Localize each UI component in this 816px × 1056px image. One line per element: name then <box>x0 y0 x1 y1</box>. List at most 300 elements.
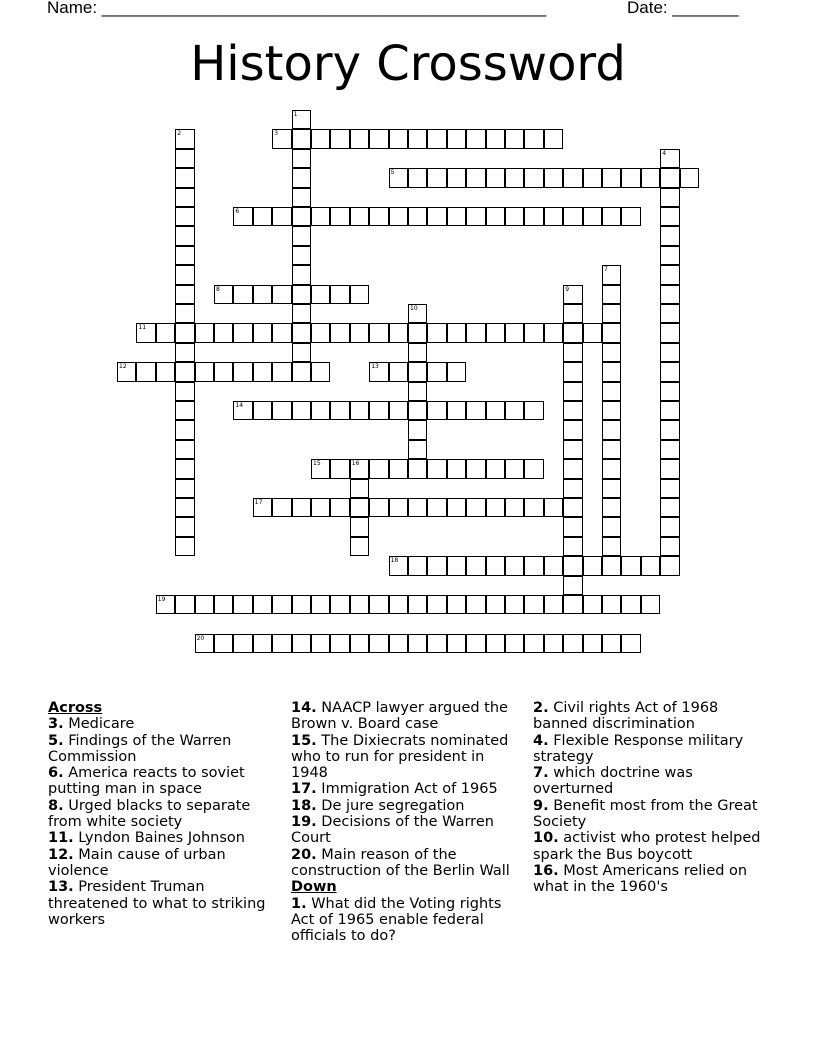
crossword-cell[interactable] <box>447 498 466 517</box>
crossword-cell[interactable] <box>272 401 291 420</box>
crossword-cell[interactable] <box>350 537 369 556</box>
crossword-cell[interactable] <box>408 498 427 517</box>
crossword-cell[interactable] <box>253 362 272 381</box>
crossword-cell[interactable] <box>505 634 524 653</box>
crossword-cell[interactable] <box>292 285 311 304</box>
crossword-cell[interactable] <box>505 498 524 517</box>
crossword-cell[interactable] <box>311 323 330 342</box>
crossword-cell[interactable] <box>195 634 214 653</box>
crossword-cell[interactable] <box>602 498 621 517</box>
crossword-cell[interactable] <box>660 498 679 517</box>
crossword-cell[interactable] <box>544 207 563 226</box>
crossword-cell[interactable] <box>563 634 582 653</box>
crossword-cell[interactable] <box>563 459 582 478</box>
across-clue: 20. Main reason of the construction of the Berlin Wall <box>291 846 510 879</box>
crossword-cell[interactable] <box>253 323 272 342</box>
crossword-cell[interactable] <box>253 634 272 653</box>
crossword-cell[interactable] <box>563 304 582 323</box>
crossword-cell[interactable] <box>389 362 408 381</box>
crossword-cell[interactable] <box>660 246 679 265</box>
crossword-cell[interactable] <box>214 634 233 653</box>
crossword-cell[interactable] <box>660 459 679 478</box>
crossword-cell[interactable] <box>175 129 194 148</box>
crossword-cell[interactable] <box>602 440 621 459</box>
crossword-cell[interactable] <box>272 285 291 304</box>
crossword-cell[interactable] <box>214 362 233 381</box>
crossword-cell[interactable] <box>292 129 311 148</box>
crossword-cell[interactable] <box>641 168 660 187</box>
crossword-cell[interactable] <box>447 595 466 614</box>
crossword-cell[interactable] <box>292 595 311 614</box>
crossword-cell[interactable] <box>563 285 582 304</box>
crossword-cell[interactable] <box>466 168 485 187</box>
crossword-cell[interactable] <box>524 595 543 614</box>
crossword-cell[interactable] <box>175 498 194 517</box>
crossword-cell[interactable] <box>466 556 485 575</box>
crossword-cell[interactable] <box>175 440 194 459</box>
crossword-cell[interactable] <box>253 207 272 226</box>
clue-number: 19 <box>157 596 166 603</box>
crossword-cell[interactable] <box>660 517 679 536</box>
crossword-cell[interactable] <box>272 129 291 148</box>
crossword-cell[interactable] <box>175 343 194 362</box>
crossword-cell[interactable] <box>408 595 427 614</box>
crossword-cell[interactable] <box>330 323 349 342</box>
crossword-cell[interactable] <box>311 362 330 381</box>
crossword-cell[interactable] <box>486 168 505 187</box>
crossword-cell[interactable] <box>292 246 311 265</box>
crossword-cell[interactable] <box>292 401 311 420</box>
crossword-cell[interactable] <box>427 459 446 478</box>
crossword-cell[interactable] <box>563 479 582 498</box>
crossword-cell[interactable] <box>427 323 446 342</box>
crossword-cell[interactable] <box>369 634 388 653</box>
crossword-cell[interactable] <box>466 401 485 420</box>
crossword-cell[interactable] <box>350 595 369 614</box>
crossword-cell[interactable] <box>156 362 175 381</box>
crossword-cell[interactable] <box>311 595 330 614</box>
crossword-cell[interactable] <box>233 401 252 420</box>
crossword-cell[interactable] <box>292 226 311 245</box>
crossword-cell[interactable] <box>447 168 466 187</box>
crossword-cell[interactable] <box>641 595 660 614</box>
crossword-cell[interactable] <box>369 459 388 478</box>
crossword-cell[interactable] <box>175 595 194 614</box>
crossword-cell[interactable] <box>330 595 349 614</box>
crossword-cell[interactable] <box>602 382 621 401</box>
crossword-cell[interactable] <box>660 420 679 439</box>
crossword-cell[interactable] <box>602 401 621 420</box>
crossword-cell[interactable] <box>175 323 194 342</box>
crossword-cell[interactable] <box>389 634 408 653</box>
crossword-cell[interactable] <box>447 323 466 342</box>
crossword-cell[interactable] <box>660 362 679 381</box>
crossword-cell[interactable] <box>175 537 194 556</box>
crossword-cell[interactable] <box>660 149 679 168</box>
crossword-cell[interactable] <box>369 323 388 342</box>
crossword-cell[interactable] <box>621 634 640 653</box>
crossword-cell[interactable] <box>563 207 582 226</box>
crossword-cell[interactable] <box>369 595 388 614</box>
clue-number: 8 <box>216 285 220 293</box>
crossword-cell[interactable] <box>602 556 621 575</box>
crossword-cell[interactable] <box>292 110 311 129</box>
crossword-cell[interactable] <box>583 323 602 342</box>
crossword-cell[interactable] <box>505 556 524 575</box>
crossword-cell[interactable] <box>505 323 524 342</box>
crossword-cell[interactable] <box>175 420 194 439</box>
crossword-cell[interactable] <box>350 323 369 342</box>
crossword-cell[interactable] <box>427 498 446 517</box>
crossword-cell[interactable] <box>563 401 582 420</box>
crossword-cell[interactable] <box>389 401 408 420</box>
crossword-cell[interactable] <box>680 168 699 187</box>
crossword-cell[interactable] <box>292 362 311 381</box>
crossword-cell[interactable] <box>447 129 466 148</box>
crossword-cell[interactable] <box>350 634 369 653</box>
crossword-cell[interactable] <box>505 459 524 478</box>
crossword-cell[interactable] <box>563 440 582 459</box>
crossword-cell[interactable] <box>486 498 505 517</box>
crossword-cell[interactable] <box>311 285 330 304</box>
crossword-cell[interactable] <box>175 265 194 284</box>
crossword-cell[interactable] <box>660 265 679 284</box>
crossword-cell[interactable] <box>408 459 427 478</box>
crossword-cell[interactable] <box>486 401 505 420</box>
crossword-cell[interactable] <box>311 459 330 478</box>
crossword-cell[interactable] <box>195 362 214 381</box>
crossword-cell[interactable] <box>524 129 543 148</box>
crossword-cell[interactable] <box>330 634 349 653</box>
crossword-cell[interactable] <box>544 129 563 148</box>
crossword-cell[interactable] <box>253 285 272 304</box>
crossword-cell[interactable] <box>369 401 388 420</box>
crossword-cell[interactable] <box>563 382 582 401</box>
crossword-cell[interactable] <box>447 401 466 420</box>
crossword-cell[interactable] <box>311 401 330 420</box>
crossword-cell[interactable] <box>466 634 485 653</box>
crossword-cell[interactable] <box>602 343 621 362</box>
crossword-cell[interactable] <box>660 323 679 342</box>
crossword-cell[interactable] <box>350 479 369 498</box>
crossword-cell[interactable] <box>233 634 252 653</box>
crossword-cell[interactable] <box>330 459 349 478</box>
crossword-cell[interactable] <box>427 634 446 653</box>
crossword-cell[interactable] <box>427 207 446 226</box>
crossword-cell[interactable] <box>136 362 155 381</box>
crossword-cell[interactable] <box>408 420 427 439</box>
crossword-cell[interactable] <box>292 343 311 362</box>
crossword-cell[interactable] <box>524 459 543 478</box>
crossword-cell[interactable] <box>292 149 311 168</box>
crossword-cell[interactable] <box>447 556 466 575</box>
crossword-cell[interactable] <box>544 168 563 187</box>
crossword-cell[interactable] <box>408 168 427 187</box>
crossword-cell[interactable] <box>524 168 543 187</box>
crossword-cell[interactable] <box>292 188 311 207</box>
crossword-cell[interactable] <box>660 188 679 207</box>
crossword-cell[interactable] <box>389 459 408 478</box>
crossword-cell[interactable] <box>660 168 679 187</box>
crossword-cell[interactable] <box>621 595 640 614</box>
crossword-cell[interactable] <box>175 246 194 265</box>
crossword-cell[interactable] <box>602 285 621 304</box>
crossword-cell[interactable] <box>466 459 485 478</box>
crossword-cell[interactable] <box>486 129 505 148</box>
crossword-cell[interactable] <box>175 207 194 226</box>
crossword-cell[interactable] <box>466 207 485 226</box>
crossword-cell[interactable] <box>563 498 582 517</box>
crossword-cell[interactable] <box>233 285 252 304</box>
crossword-cell[interactable] <box>292 207 311 226</box>
crossword-cell[interactable] <box>330 498 349 517</box>
crossword-cell[interactable] <box>389 595 408 614</box>
crossword-cell[interactable] <box>524 556 543 575</box>
crossword-cell[interactable] <box>350 207 369 226</box>
crossword-cell[interactable] <box>292 168 311 187</box>
crossword-cell[interactable] <box>389 168 408 187</box>
crossword-cell[interactable] <box>486 634 505 653</box>
crossword-cell[interactable] <box>311 498 330 517</box>
crossword-cell[interactable] <box>621 168 640 187</box>
crossword-cell[interactable] <box>292 265 311 284</box>
crossword-cell[interactable] <box>214 323 233 342</box>
crossword-cell[interactable] <box>524 323 543 342</box>
crossword-cell[interactable] <box>583 634 602 653</box>
crossword-cell[interactable] <box>544 498 563 517</box>
crossword-cell[interactable] <box>660 343 679 362</box>
crossword-cell[interactable] <box>660 304 679 323</box>
crossword-cell[interactable] <box>330 129 349 148</box>
crossword-cell[interactable] <box>486 207 505 226</box>
crossword-cell[interactable] <box>408 207 427 226</box>
crossword-cell[interactable] <box>389 207 408 226</box>
crossword-cell[interactable] <box>602 323 621 342</box>
crossword-cell[interactable] <box>330 401 349 420</box>
crossword-cell[interactable] <box>563 556 582 575</box>
crossword-cell[interactable] <box>350 459 369 478</box>
crossword-cell[interactable] <box>466 595 485 614</box>
crossword-cell[interactable] <box>563 537 582 556</box>
crossword-cell[interactable] <box>602 304 621 323</box>
crossword-cell[interactable] <box>524 401 543 420</box>
crossword-cell[interactable] <box>272 498 291 517</box>
crossword-cell[interactable] <box>408 129 427 148</box>
crossword-cell[interactable] <box>272 207 291 226</box>
crossword-cell[interactable] <box>408 323 427 342</box>
crossword-cell[interactable] <box>233 362 252 381</box>
crossword-cell[interactable] <box>563 576 582 595</box>
crossword-cell[interactable] <box>408 440 427 459</box>
crossword-cell[interactable] <box>563 420 582 439</box>
crossword-cell[interactable] <box>505 168 524 187</box>
crossword-cell[interactable] <box>389 556 408 575</box>
crossword-cell[interactable] <box>156 323 175 342</box>
crossword-cell[interactable] <box>292 304 311 323</box>
crossword-cell[interactable] <box>233 207 252 226</box>
crossword-cell[interactable] <box>544 556 563 575</box>
crossword-cell[interactable] <box>660 226 679 245</box>
crossword-cell[interactable] <box>272 595 291 614</box>
down-clue: 1. What did the Voting rights Act of 1965 enable federal officials to do? <box>291 895 502 945</box>
crossword-cell[interactable] <box>253 595 272 614</box>
crossword-cell[interactable] <box>602 265 621 284</box>
crossword-cell[interactable] <box>583 168 602 187</box>
crossword-cell[interactable] <box>621 207 640 226</box>
crossword-cell[interactable] <box>272 323 291 342</box>
crossword-cell[interactable] <box>408 401 427 420</box>
crossword-cell[interactable] <box>330 285 349 304</box>
crossword-cell[interactable] <box>505 401 524 420</box>
crossword-cell[interactable] <box>466 129 485 148</box>
crossword-cell[interactable] <box>544 323 563 342</box>
crossword-cell[interactable] <box>602 537 621 556</box>
crossword-cell[interactable] <box>175 285 194 304</box>
crossword-cell[interactable] <box>602 479 621 498</box>
crossword-cell[interactable] <box>175 479 194 498</box>
crossword-cell[interactable] <box>641 556 660 575</box>
crossword-cell[interactable] <box>427 595 446 614</box>
crossword-cell[interactable] <box>408 634 427 653</box>
crossword-cell[interactable] <box>389 129 408 148</box>
crossword-cell[interactable] <box>447 459 466 478</box>
crossword-cell[interactable] <box>389 323 408 342</box>
crossword-cell[interactable] <box>660 537 679 556</box>
crossword-cell[interactable] <box>369 362 388 381</box>
crossword-cell[interactable] <box>350 401 369 420</box>
crossword-cell[interactable] <box>369 129 388 148</box>
crossword-cell[interactable] <box>350 517 369 536</box>
crossword-cell[interactable] <box>447 362 466 381</box>
crossword-cell[interactable] <box>660 382 679 401</box>
crossword-cell[interactable] <box>350 285 369 304</box>
crossword-cell[interactable] <box>292 498 311 517</box>
crossword-cell[interactable] <box>272 634 291 653</box>
crossword-cell[interactable] <box>311 634 330 653</box>
crossword-cell[interactable] <box>660 440 679 459</box>
crossword-cell[interactable] <box>583 207 602 226</box>
crossword-cell[interactable] <box>505 129 524 148</box>
crossword-cell[interactable] <box>408 382 427 401</box>
crossword-cell[interactable] <box>408 362 427 381</box>
crossword-cell[interactable] <box>233 595 252 614</box>
crossword-cell[interactable] <box>292 634 311 653</box>
crossword-cell[interactable] <box>660 285 679 304</box>
crossword-cell[interactable] <box>175 304 194 323</box>
crossword-cell[interactable] <box>602 207 621 226</box>
crossword-cell[interactable] <box>563 595 582 614</box>
crossword-cell[interactable] <box>427 129 446 148</box>
crossword-cell[interactable] <box>175 382 194 401</box>
crossword-cell[interactable] <box>195 595 214 614</box>
crossword-cell[interactable] <box>602 420 621 439</box>
crossword-cell[interactable] <box>350 129 369 148</box>
crossword-cell[interactable] <box>505 207 524 226</box>
crossword-cell[interactable] <box>602 595 621 614</box>
across-clue: 3. Medicare <box>48 716 135 733</box>
crossword-cell[interactable] <box>175 401 194 420</box>
crossword-cell[interactable] <box>602 168 621 187</box>
crossword-cell[interactable] <box>486 323 505 342</box>
crossword-cell[interactable] <box>660 207 679 226</box>
crossword-cell[interactable] <box>136 323 155 342</box>
crossword-cell[interactable] <box>350 498 369 517</box>
crossword-cell[interactable] <box>408 343 427 362</box>
crossword-cell[interactable] <box>389 498 408 517</box>
crossword-cell[interactable] <box>486 556 505 575</box>
crossword-cell[interactable] <box>602 634 621 653</box>
crossword-cell[interactable] <box>621 556 640 575</box>
crossword-cell[interactable] <box>117 362 136 381</box>
crossword-cell[interactable] <box>195 323 214 342</box>
crossword-cell[interactable] <box>175 168 194 187</box>
crossword-cell[interactable] <box>602 362 621 381</box>
crossword-cell[interactable] <box>524 207 543 226</box>
crossword-cell[interactable] <box>602 517 621 536</box>
crossword-cell[interactable] <box>660 556 679 575</box>
crossword-cell[interactable] <box>427 362 446 381</box>
crossword-cell[interactable] <box>330 207 349 226</box>
clue-number: 1 <box>293 111 298 118</box>
crossword-cell[interactable] <box>486 459 505 478</box>
crossword-cell[interactable] <box>253 401 272 420</box>
crossword-cell[interactable] <box>660 401 679 420</box>
crossword-cell[interactable] <box>292 323 311 342</box>
crossword-cell[interactable] <box>466 323 485 342</box>
crossword-cell[interactable] <box>369 207 388 226</box>
crossword-cell[interactable] <box>563 323 582 342</box>
crossword-cell[interactable] <box>583 556 602 575</box>
crossword-cell[interactable] <box>175 362 194 381</box>
crossword-cell[interactable] <box>505 595 524 614</box>
crossword-cell[interactable] <box>602 459 621 478</box>
crossword-cell[interactable] <box>583 595 602 614</box>
crossword-cell[interactable] <box>214 595 233 614</box>
crossword-cell[interactable] <box>563 517 582 536</box>
crossword-cell[interactable] <box>156 595 175 614</box>
crossword-cell[interactable] <box>544 595 563 614</box>
crossword-cell[interactable] <box>427 168 446 187</box>
crossword-cell[interactable] <box>447 634 466 653</box>
crossword-cell[interactable] <box>486 595 505 614</box>
crossword-cell[interactable] <box>563 168 582 187</box>
crossword-cell[interactable] <box>369 498 388 517</box>
crossword-cell[interactable] <box>524 498 543 517</box>
crossword-cell[interactable] <box>253 498 272 517</box>
crossword-cell[interactable] <box>175 517 194 536</box>
crossword-cell[interactable] <box>660 479 679 498</box>
crossword-cell[interactable] <box>175 188 194 207</box>
crossword-cell[interactable] <box>233 323 252 342</box>
crossword-cell[interactable] <box>427 401 446 420</box>
crossword-cell[interactable] <box>175 459 194 478</box>
crossword-cell[interactable] <box>563 362 582 381</box>
crossword-cell[interactable] <box>175 149 194 168</box>
crossword-cell[interactable] <box>175 226 194 245</box>
crossword-cell[interactable] <box>311 129 330 148</box>
crossword-cell[interactable] <box>544 634 563 653</box>
crossword-cell[interactable] <box>563 343 582 362</box>
crossword-cell[interactable] <box>272 362 291 381</box>
crossword-cell[interactable] <box>466 498 485 517</box>
crossword-cell[interactable] <box>214 285 233 304</box>
crossword-cell[interactable] <box>447 207 466 226</box>
crossword-cell[interactable] <box>408 556 427 575</box>
crossword-cell[interactable] <box>524 634 543 653</box>
crossword-cell[interactable] <box>408 304 427 323</box>
crossword-cell[interactable] <box>427 556 446 575</box>
crossword-cell[interactable] <box>311 207 330 226</box>
